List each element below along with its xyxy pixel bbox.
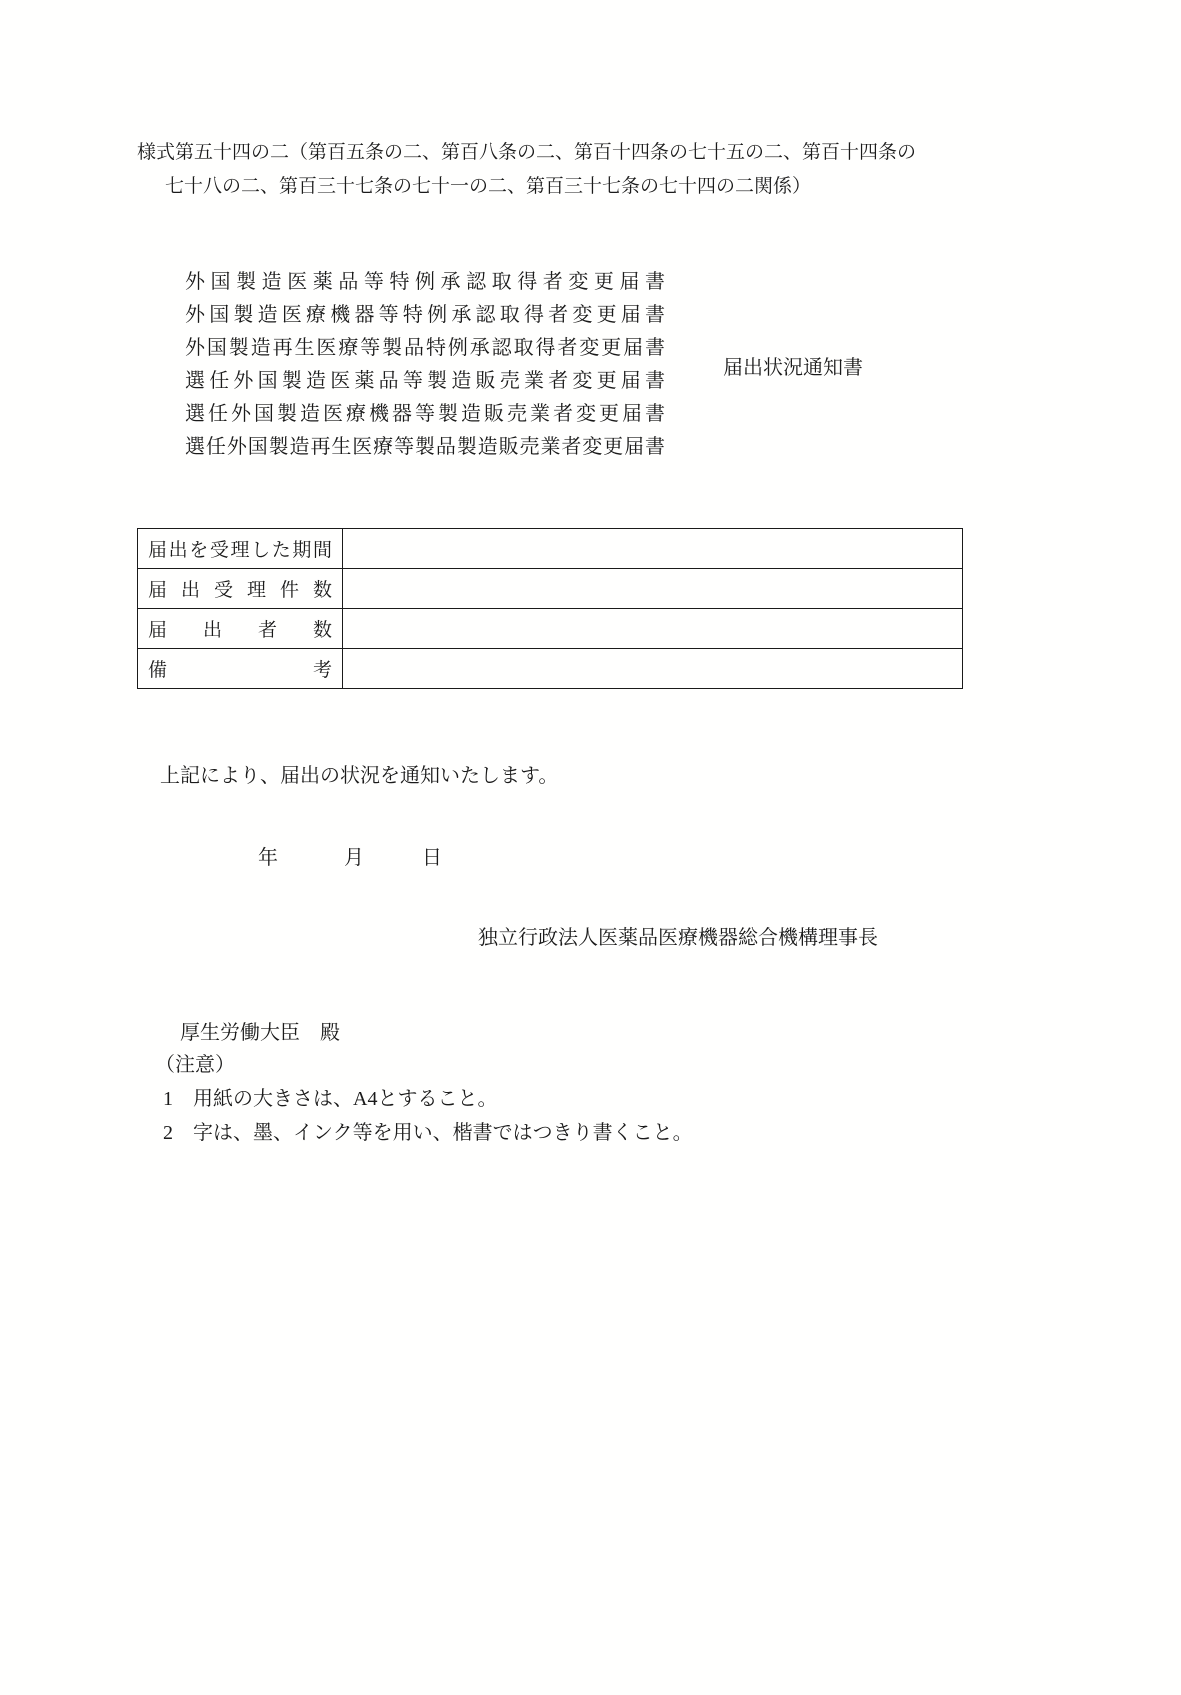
row-label-remarks: 備考 <box>138 649 343 689</box>
row-label-received-count: 届出受理件数 <box>138 569 343 609</box>
notification-table <box>137 528 963 689</box>
addressee: 厚生労働大臣 殿 <box>180 1022 340 1044</box>
table-row <box>138 649 963 689</box>
closing-sentence: 上記により、届出の状況を通知いたします。 <box>160 765 559 787</box>
form-number-line-1: 様式第五十四の二（第百五条の二、第百八条の二、第百十四条の七十五の二、第百十四条の <box>137 142 917 163</box>
form-title-list <box>185 266 665 464</box>
notes-section <box>155 1048 693 1150</box>
row-value-notifier-count <box>343 609 963 649</box>
table-row <box>138 609 963 649</box>
form-title-line: 選任外国製造再生医療等製品製造販売業者変更届書 <box>185 436 665 458</box>
year-label: 年 <box>258 847 278 869</box>
month-label: 月 <box>344 847 364 869</box>
form-title-line: 外国製造医薬品等特例承認取得者変更届書 <box>185 271 665 293</box>
title-section <box>185 266 863 464</box>
notification-title: 届出状況通知書 <box>723 356 863 379</box>
form-number-header <box>137 136 1047 204</box>
row-value-period <box>343 529 963 569</box>
date-line <box>258 841 442 870</box>
row-value-received-count <box>343 569 963 609</box>
form-title-line: 外国製造再生医療等製品特例承認取得者変更届書 <box>185 337 665 359</box>
form-title-line: 選任外国製造医薬品等製造販売業者変更届書 <box>185 370 665 392</box>
form-title-line: 外国製造医療機器等特例承認取得者変更届書 <box>185 304 665 326</box>
issuer-name: 独立行政法人医薬品医療機器総合機構理事長 <box>478 927 878 949</box>
table-row <box>138 529 963 569</box>
note-item-2: 2 字は、墨、インク等を用い、楷書ではつきり書くこと。 <box>163 1122 693 1144</box>
row-label-period: 届出を受理した期間 <box>138 529 343 569</box>
row-value-remarks <box>343 649 963 689</box>
note-item-1: 1 用紙の大きさは、A4とすること。 <box>163 1088 498 1110</box>
form-title-line: 選任外国製造医療機器等製造販売業者変更届書 <box>185 403 665 425</box>
form-number-line-2: 七十八の二、第百三十七条の七十一の二、第百三十七条の七十四の二関係） <box>165 176 812 197</box>
notes-header: （注意） <box>155 1054 235 1076</box>
table-row <box>138 569 963 609</box>
row-label-notifier-count: 届出者数 <box>138 609 343 649</box>
day-label: 日 <box>422 847 442 869</box>
